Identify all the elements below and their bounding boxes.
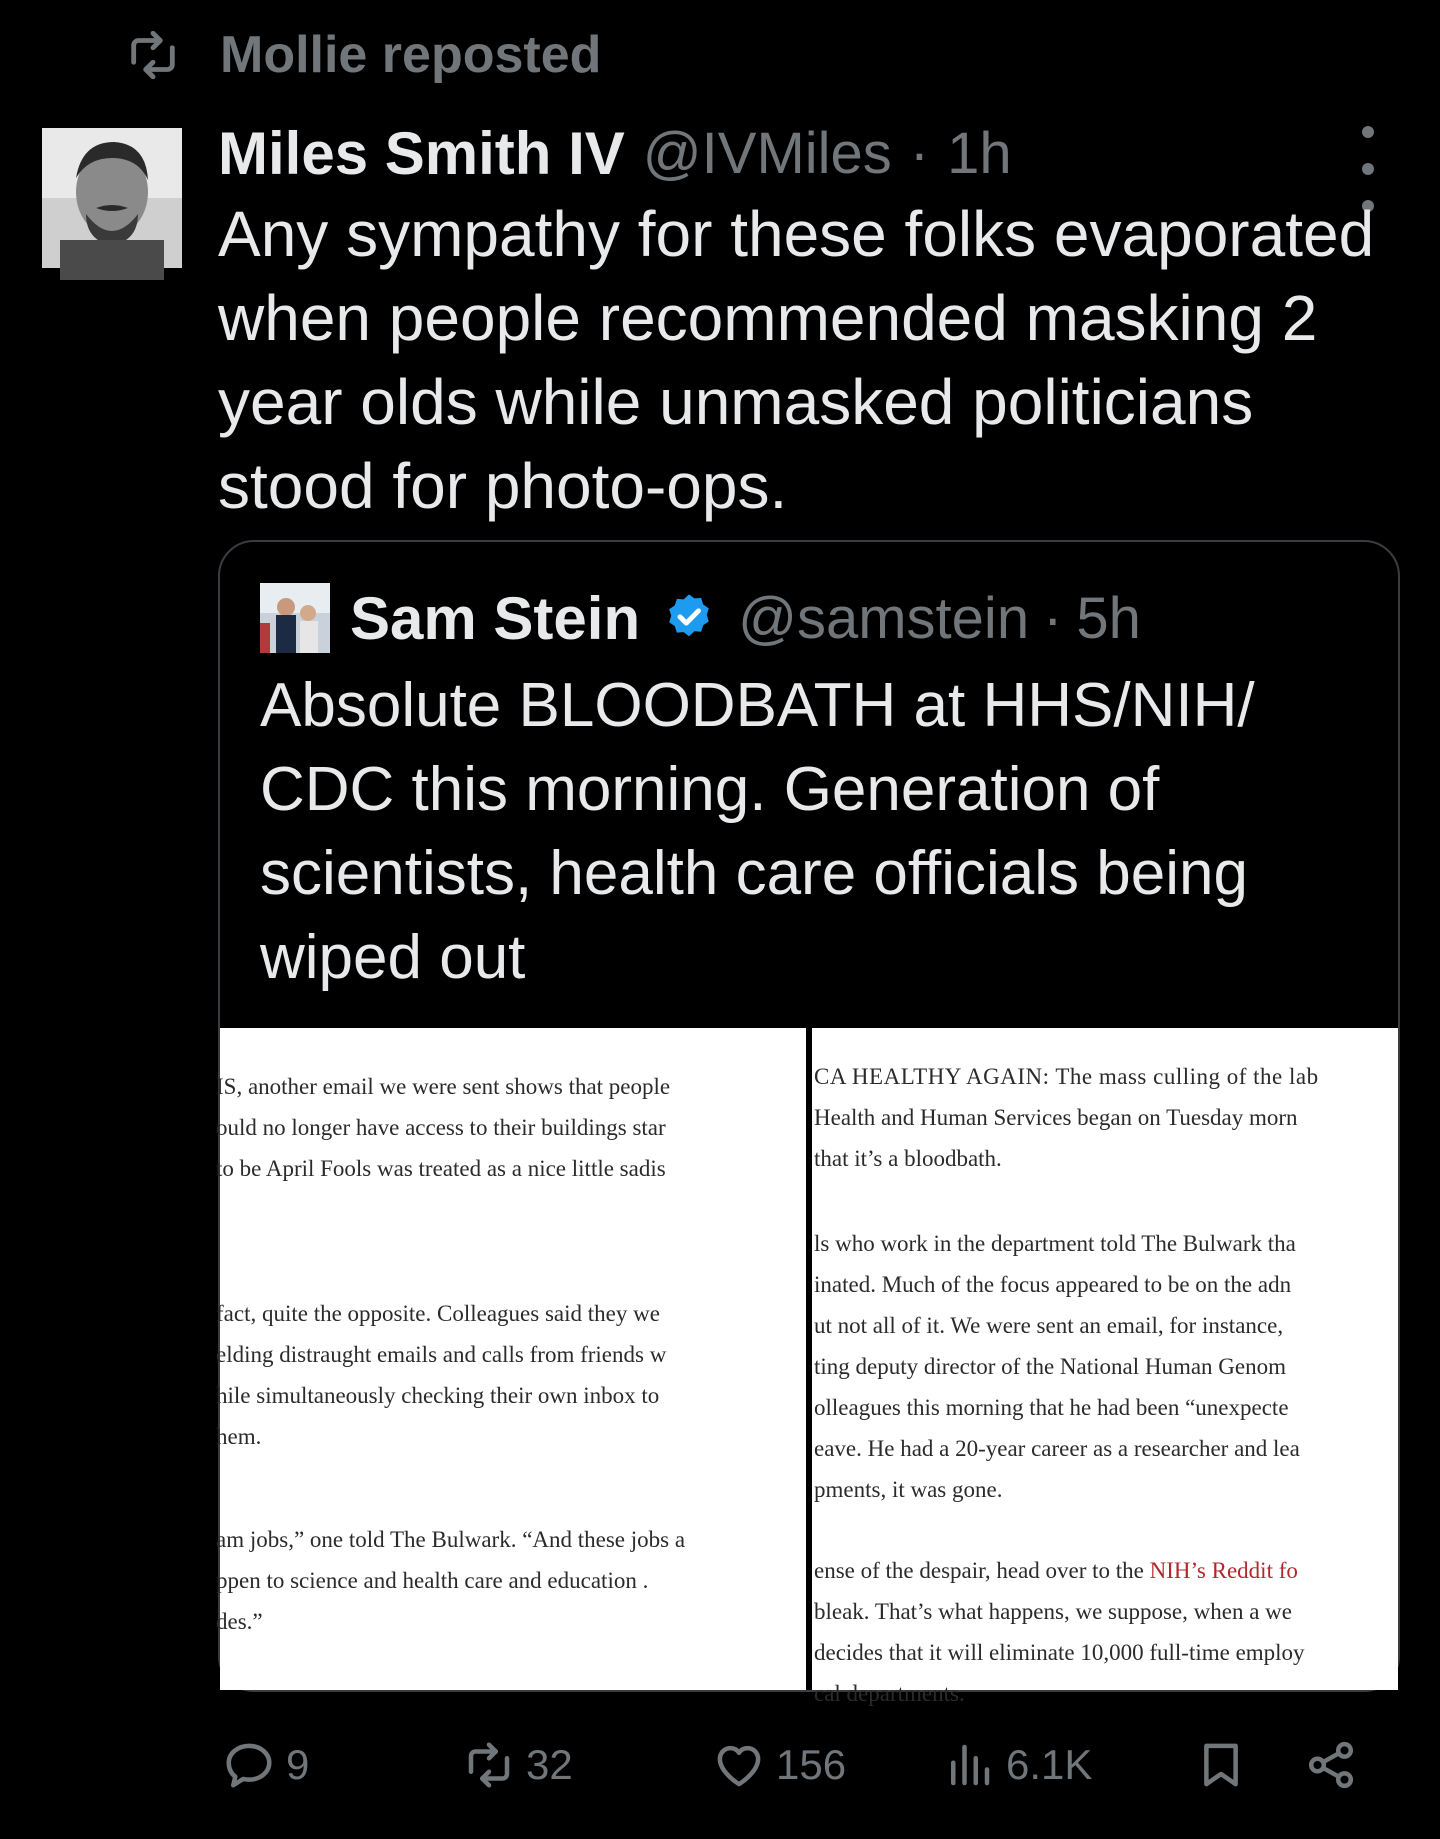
quoted-post-images <box>216 1028 1398 1706</box>
article-line: CA HEALTHY AGAIN: The mass culling of the lab <box>814 1064 1319 1089</box>
repost-count: 32 <box>526 1741 573 1788</box>
article-text: ense of the despair, head over to the <box>814 1558 1150 1583</box>
article-screenshot-right[interactable] <box>812 1028 1398 1706</box>
repost-icon <box>462 1738 516 1792</box>
article-line: des.” <box>216 1609 263 1634</box>
article-line: ls who work in the department told The Bulwark tha <box>814 1231 1296 1256</box>
like-button[interactable] <box>712 1732 846 1798</box>
article-line: hem. <box>216 1424 262 1449</box>
post-text: Any sympathy for these folks evaporated when people recommended masking 2 year olds while unmasked politicians stood for photo-ops. <box>218 198 1375 522</box>
bookmark-icon <box>1194 1738 1248 1792</box>
article-line: elding distraught emails and calls from friends w <box>216 1342 667 1367</box>
views-icon <box>942 1738 996 1792</box>
quoted-author-handle: @samstein <box>738 585 1030 651</box>
post-header <box>218 118 1012 188</box>
article-line: pments, it was gone. <box>814 1477 1003 1502</box>
author-name[interactable]: Miles Smith IV <box>218 119 625 187</box>
bookmark-button[interactable] <box>1194 1732 1248 1798</box>
quoted-post[interactable] <box>216 540 1400 1706</box>
article-line: Health and Human Services began on Tuesday morn <box>814 1105 1298 1130</box>
separator-dot: · <box>909 120 930 186</box>
author-avatar[interactable] <box>42 128 182 268</box>
repost-indicator[interactable] <box>124 22 601 88</box>
quoted-post-text: Absolute BLOODBATH at HHS/NIH/ CDC this morning. Generation of scientists, health care officials being wiped out <box>260 671 1255 992</box>
article-line: ut not all of it. We were sent an email, for instance, <box>814 1313 1284 1338</box>
article-line: ould no longer have access to their buildings star <box>216 1115 666 1140</box>
article-line: bleak. That’s what happens, we suppose, when a we <box>814 1599 1292 1624</box>
article-link: NIH’s Reddit fo <box>1149 1558 1298 1583</box>
article-line <box>814 1550 1398 1591</box>
article-line: that it’s a bloodbath. <box>814 1146 1002 1171</box>
separator-dot: · <box>1043 585 1063 651</box>
article-line: eave. He had a 20-year career as a researcher and lea <box>814 1436 1300 1461</box>
quoted-author-avatar <box>260 583 330 653</box>
article-line: to be April Fools was treated as a nice little sadis <box>216 1156 666 1181</box>
article-line: inated. Much of the focus appeared to be on the adn <box>814 1272 1292 1297</box>
article-line: ppen to science and health care and education . <box>216 1568 649 1593</box>
article-paragraph <box>814 1550 1398 1714</box>
share-icon <box>1304 1738 1358 1792</box>
action-bar <box>222 1732 1372 1798</box>
repost-label: Mollie reposted <box>220 26 602 84</box>
article-line: IS, another email we were sent shows that people <box>216 1074 671 1099</box>
author-handle[interactable]: @IVMiles <box>642 120 892 186</box>
verified-badge-icon <box>662 591 716 645</box>
repost-icon <box>124 26 182 84</box>
quoted-post-header <box>260 578 1141 658</box>
article-paragraph <box>216 1519 806 1642</box>
article-line: decides that it will eliminate 10,000 full-time employ <box>814 1640 1305 1665</box>
repost-button[interactable] <box>462 1732 573 1798</box>
views-count: 6.1K <box>1006 1741 1093 1788</box>
article-line: ting deputy director of the National Human Genom <box>814 1354 1287 1379</box>
post-time[interactable]: 1h <box>947 120 1012 186</box>
article-line: hile simultaneously checking their own inbox to <box>216 1383 660 1408</box>
reply-button[interactable] <box>222 1732 309 1798</box>
article-paragraph <box>814 1056 1398 1179</box>
article-line: am jobs,” one told The Bulwark. “And these jobs a <box>216 1527 686 1552</box>
share-button[interactable] <box>1304 1732 1358 1798</box>
article-line: fact, quite the opposite. Colleagues said they we <box>216 1301 660 1326</box>
article-paragraph <box>216 1066 806 1189</box>
like-count: 156 <box>776 1741 847 1788</box>
views-button[interactable] <box>942 1732 1092 1798</box>
quoted-post-time: 5h <box>1076 585 1141 651</box>
quoted-author-name: Sam Stein <box>350 584 641 652</box>
article-screenshot-left[interactable] <box>216 1028 806 1690</box>
reply-icon <box>222 1738 276 1792</box>
article-line: olleagues this morning that he had been “unexpecte <box>814 1395 1289 1420</box>
article-paragraph <box>814 1223 1398 1510</box>
reply-count: 9 <box>286 1741 310 1788</box>
article-line: cal departments. <box>814 1681 965 1706</box>
article-paragraph <box>216 1293 806 1457</box>
heart-icon <box>712 1738 766 1792</box>
